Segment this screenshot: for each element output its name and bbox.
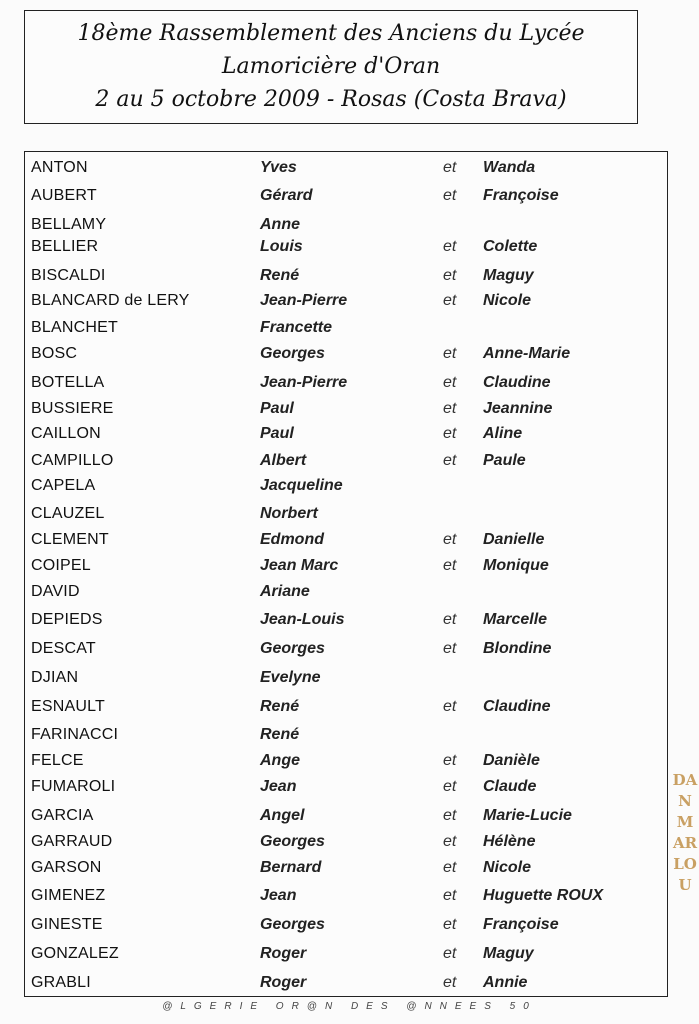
- attendee-last-name: ESNAULT: [31, 698, 106, 715]
- attendee-row: [25, 450, 667, 472]
- event-title: 18ème Rassemblement des Anciens du Lycée: [77, 21, 585, 46]
- spouse-first-name: Claude: [483, 778, 537, 795]
- spouse-first-name: Blondine: [483, 640, 552, 657]
- attendee-row: [25, 857, 667, 879]
- attendee-first-name: Jean-Louis: [260, 611, 345, 628]
- attendee-row: [25, 638, 667, 660]
- attendee-row: [25, 423, 667, 445]
- attendee-last-name: GARCIA: [31, 807, 94, 824]
- conjunction: et: [443, 345, 457, 362]
- watermark: DANMARLOU: [672, 771, 698, 894]
- attendee-first-name: Angel: [260, 807, 305, 824]
- attendee-last-name: BOSC: [31, 345, 78, 362]
- spouse-first-name: Françoise: [483, 187, 559, 204]
- attendee-last-name: BUSSIERE: [31, 400, 114, 417]
- conjunction: et: [443, 778, 457, 795]
- attendee-last-name: FARINACCI: [31, 726, 119, 743]
- attendee-row: [25, 372, 667, 394]
- title-box: [24, 10, 638, 124]
- attendee-last-name: BISCALDI: [31, 267, 106, 284]
- attendee-row: [25, 943, 667, 965]
- attendee-row: [25, 185, 667, 207]
- attendee-row: [25, 776, 667, 798]
- attendee-first-name: Evelyne: [260, 669, 321, 686]
- attendee-first-name: Roger: [260, 974, 307, 991]
- attendee-last-name: BOTELLA: [31, 374, 105, 391]
- conjunction: et: [443, 425, 457, 442]
- attendee-last-name: GONZALEZ: [31, 945, 119, 962]
- spouse-first-name: Françoise: [483, 916, 559, 933]
- attendee-first-name: Georges: [260, 833, 325, 850]
- conjunction: et: [443, 752, 457, 769]
- spouse-first-name: Maguy: [483, 267, 534, 284]
- attendee-last-name: GARSON: [31, 859, 102, 876]
- attendee-row: [25, 398, 667, 420]
- attendee-row: [25, 831, 667, 853]
- spouse-first-name: Anne-Marie: [483, 345, 571, 362]
- attendee-first-name: Roger: [260, 945, 307, 962]
- spouse-first-name: Paule: [483, 452, 526, 469]
- attendee-last-name: DAVID: [31, 583, 80, 600]
- attendee-last-name: GARRAUD: [31, 833, 113, 850]
- attendee-first-name: Jean-Pierre: [260, 292, 348, 309]
- attendee-row: [25, 914, 667, 936]
- conjunction: et: [443, 611, 457, 628]
- attendee-last-name: CLAUZEL: [31, 505, 105, 522]
- spouse-first-name: Nicole: [483, 859, 532, 876]
- spouse-first-name: Danielle: [483, 531, 545, 548]
- conjunction: et: [443, 807, 457, 824]
- conjunction: et: [443, 267, 457, 284]
- spouse-first-name: Huguette ROUX: [483, 887, 603, 904]
- attendee-last-name: BLANCHET: [31, 319, 118, 336]
- attendee-last-name: DJIAN: [31, 669, 79, 686]
- spouse-first-name: Wanda: [483, 159, 536, 176]
- conjunction: et: [443, 452, 457, 469]
- attendee-first-name: Jean Marc: [260, 557, 339, 574]
- conjunction: et: [443, 292, 457, 309]
- spouse-first-name: Marie-Lucie: [483, 807, 572, 824]
- attendee-last-name: CAMPILLO: [31, 452, 114, 469]
- attendee-first-name: Louis: [260, 238, 303, 255]
- spouse-first-name: Colette: [483, 238, 538, 255]
- attendee-last-name: CAPELA: [31, 477, 96, 494]
- spouse-first-name: Marcelle: [483, 611, 548, 628]
- conjunction: et: [443, 557, 457, 574]
- conjunction: et: [443, 887, 457, 904]
- attendee-first-name: René: [260, 698, 300, 715]
- attendee-row: [25, 343, 667, 365]
- attendee-last-name: CLEMENT: [31, 531, 109, 548]
- conjunction: et: [443, 833, 457, 850]
- attendee-first-name: Albert: [260, 452, 307, 469]
- conjunction: et: [443, 400, 457, 417]
- attendee-last-name: GINESTE: [31, 916, 103, 933]
- spouse-first-name: Aline: [483, 425, 523, 442]
- attendee-first-name: Georges: [260, 916, 325, 933]
- event-dates-location: 2 au 5 octobre 2009 - Rosas (Costa Brava): [95, 87, 567, 112]
- attendee-last-name: BELLIER: [31, 238, 99, 255]
- attendee-row: [25, 667, 667, 689]
- attendee-row: [25, 885, 667, 907]
- attendee-row: [25, 696, 667, 718]
- spouse-first-name: Hélène: [483, 833, 536, 850]
- spouse-first-name: Maguy: [483, 945, 534, 962]
- attendee-first-name: Yves: [260, 159, 297, 176]
- attendee-first-name: René: [260, 267, 300, 284]
- attendee-last-name: GIMENEZ: [31, 887, 106, 904]
- attendee-row: [25, 317, 667, 339]
- attendee-first-name: René: [260, 726, 300, 743]
- attendee-last-name: FELCE: [31, 752, 84, 769]
- conjunction: et: [443, 945, 457, 962]
- attendee-last-name: GRABLI: [31, 974, 91, 991]
- attendee-last-name: CAILLON: [31, 425, 101, 442]
- attendee-row: [25, 503, 667, 525]
- attendee-row: [25, 529, 667, 551]
- spouse-first-name: Danièle: [483, 752, 540, 769]
- attendee-first-name: Jean-Pierre: [260, 374, 348, 391]
- attendee-first-name: Paul: [260, 400, 294, 417]
- conjunction: et: [443, 859, 457, 876]
- conjunction: et: [443, 974, 457, 991]
- attendee-first-name: Anne: [260, 216, 300, 233]
- attendee-row: [25, 609, 667, 631]
- attendee-last-name: BELLAMY: [31, 216, 107, 233]
- attendee-row: [25, 750, 667, 772]
- attendee-first-name: Francette: [260, 319, 333, 336]
- attendee-row: [25, 475, 667, 497]
- conjunction: et: [443, 916, 457, 933]
- attendee-row: [25, 236, 667, 258]
- attendee-first-name: Jean: [260, 778, 297, 795]
- attendee-first-name: Edmond: [260, 531, 324, 548]
- attendee-row: [25, 724, 667, 746]
- attendee-list: [24, 151, 668, 997]
- spouse-first-name: Annie: [483, 974, 528, 991]
- conjunction: et: [443, 374, 457, 391]
- attendee-last-name: FUMAROLI: [31, 778, 116, 795]
- attendee-first-name: Georges: [260, 640, 325, 657]
- attendee-row: [25, 214, 667, 236]
- attendee-last-name: AUBERT: [31, 187, 97, 204]
- attendee-last-name: ANTON: [31, 159, 88, 176]
- attendee-row: [25, 157, 667, 179]
- spouse-first-name: Monique: [483, 557, 549, 574]
- conjunction: et: [443, 159, 457, 176]
- conjunction: et: [443, 238, 457, 255]
- attendee-first-name: Gérard: [260, 187, 313, 204]
- attendee-row: [25, 581, 667, 603]
- school-name: Lamoricière d'Oran: [221, 54, 441, 79]
- attendee-first-name: Ange: [260, 752, 300, 769]
- attendee-row: [25, 972, 667, 994]
- attendee-first-name: Paul: [260, 425, 294, 442]
- attendee-first-name: Bernard: [260, 859, 322, 876]
- attendee-row: [25, 290, 667, 312]
- spouse-first-name: Claudine: [483, 698, 551, 715]
- spouse-first-name: Claudine: [483, 374, 551, 391]
- attendee-last-name: DEPIEDS: [31, 611, 103, 628]
- attendee-row: [25, 555, 667, 577]
- conjunction: et: [443, 187, 457, 204]
- attendee-first-name: Georges: [260, 345, 325, 362]
- attendee-row: [25, 265, 667, 287]
- attendee-first-name: Jean: [260, 887, 297, 904]
- attendee-first-name: Jacqueline: [260, 477, 343, 494]
- attendee-first-name: Ariane: [260, 583, 310, 600]
- attendee-first-name: Norbert: [260, 505, 318, 522]
- spouse-first-name: Jeannine: [483, 400, 553, 417]
- conjunction: et: [443, 698, 457, 715]
- attendee-last-name: DESCAT: [31, 640, 96, 657]
- attendee-last-name: BLANCARD de LERY: [31, 292, 190, 309]
- conjunction: et: [443, 640, 457, 657]
- conjunction: et: [443, 531, 457, 548]
- spouse-first-name: Nicole: [483, 292, 532, 309]
- footer: @LGERIE OR@N DES @NNEES 50: [162, 1001, 537, 1012]
- attendee-last-name: COIPEL: [31, 557, 91, 574]
- attendee-row: [25, 805, 667, 827]
